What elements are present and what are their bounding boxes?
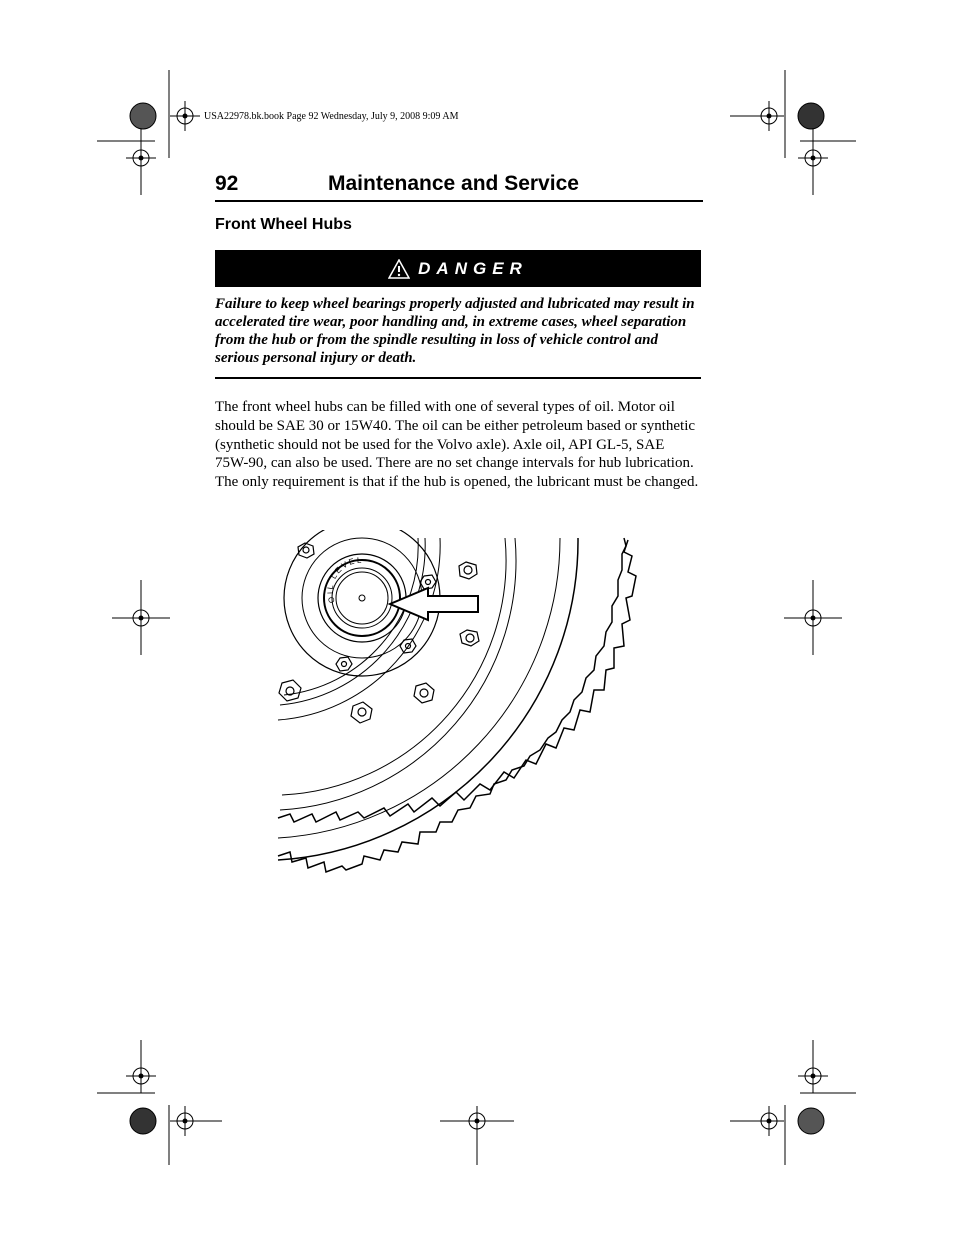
crosshair-target-icon [440,1106,514,1165]
crosshair-target-icon [730,101,784,131]
warning-triangle-icon [388,259,410,279]
page-title: Maintenance and Service [328,172,579,195]
print-slug: USA22978.bk.book Page 92 Wednesday, July 9, 2008 9:09 AM [204,111,459,122]
section-title: Front Wheel Hubs [215,216,352,233]
page-number: 92 [215,172,239,195]
registration-disc-icon [798,103,824,129]
body-paragraph: The front wheel hubs can be filled with one of several types of oil. Motor oil should be SAE 30 or 15W40. The oil can be either petroleum based or synthetic (synthetic should not be used for the Volvo axle). Axle oil, API GL-5, SAE 75W-90, can also be used. There are no set change intervals for hub lubrication. The only requirement is that if the hub is opened, the lubricant must be changed. [215,399,699,491]
crosshair-target-icon [730,1106,784,1136]
danger-banner [215,250,701,287]
registration-disc-icon [130,103,156,129]
crosshair-target-icon [170,1106,222,1136]
oil-level-label: OIL LEVEL [325,555,364,604]
registration-disc-icon [130,1108,156,1134]
danger-divider [215,377,701,379]
title-divider [215,200,703,202]
registration-disc-icon [798,1108,824,1134]
danger-label: DANGER [418,258,528,278]
wheel-hub-illustration [270,530,650,875]
danger-message: Failure to keep wheel bearings properly adjusted and lubricated may result in accelerated tire wear, poor handling and, in extreme cases, wheel separation from the hub or from the spindle resulting in loss of vehicle control and serious personal injury or death. [215,296,695,366]
